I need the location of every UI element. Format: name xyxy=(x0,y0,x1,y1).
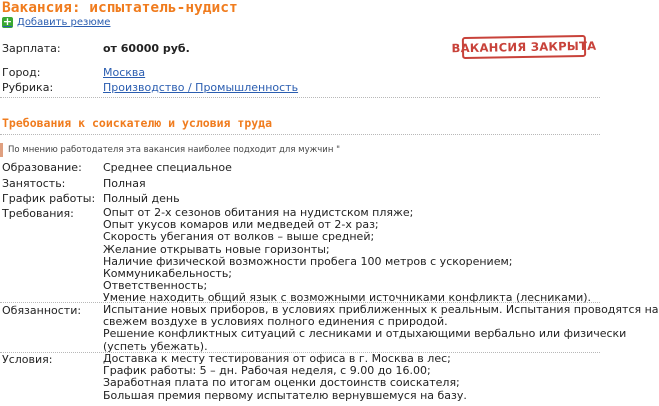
list-item: Испытание новых приборов, в условиях приближенных к реальным. Испытания проводятся на xyxy=(103,303,659,316)
stamp-text: ВАКАНСИЯ ЗАКРЫТА xyxy=(451,38,597,56)
list-item: Желание открывать новые горизонты; xyxy=(103,242,330,256)
duties-list xyxy=(103,304,659,353)
list-item: Большая премия первому испытателю вернувшемуся на базу. xyxy=(103,388,467,402)
conditions-list xyxy=(103,353,467,402)
education-value: Среднее специальное xyxy=(103,161,232,174)
list-item: График работы: 5 – дн. Рабочая неделя, с 9.00 до 16.00; xyxy=(103,364,431,378)
vacancy-title: Вакансия: испытатель-нудист xyxy=(2,0,238,16)
city-label: Город: xyxy=(2,66,41,79)
salary-value: от 60000 руб. xyxy=(103,42,190,55)
requirements-list xyxy=(103,207,591,305)
requirements-section-title: Требования к соискателю и условия труда xyxy=(2,116,273,130)
list-item: Заработная плата по итогам оценки достоинств соискателя; xyxy=(103,376,460,390)
list-item: Решение конфликтных ситуаций с лесниками и отдыхающими вербально или физически xyxy=(103,327,627,341)
conditions-label: Условия: xyxy=(2,353,53,366)
list-item: Скорость убегания от волков – выше средней; xyxy=(103,230,375,244)
list-item: Умение находить общий язык с возможными источниками конфликта (лесниками). xyxy=(103,291,592,305)
list-item: (успеть убежать). xyxy=(103,339,208,353)
add-resume-link[interactable] xyxy=(2,17,110,28)
add-resume-label: Добавить резюме xyxy=(17,17,111,28)
vacancy-closed-stamp xyxy=(451,35,597,59)
list-item: Ответственность; xyxy=(103,279,208,293)
list-item: Опыт укусов комаров или медведей от 2-х раз; xyxy=(103,218,379,232)
requirements-label: Требования: xyxy=(2,207,74,220)
rubric-link[interactable]: Производство / Промышленность xyxy=(103,81,299,94)
list-item: Опыт от 2-х сезонов обитания на нудистском пляже; xyxy=(103,206,414,219)
plus-icon: + xyxy=(2,15,13,28)
salary-label: Зарплата: xyxy=(2,42,61,55)
divider xyxy=(0,134,600,135)
city-link[interactable]: Москва xyxy=(103,66,146,79)
divider xyxy=(0,97,600,98)
schedule-label: График работы: xyxy=(2,192,96,205)
duties-label: Обязанности: xyxy=(2,304,82,317)
list-item: свежем воздухе в условиях полного единения с природой. xyxy=(103,315,448,329)
list-item: Наличие физической возможности пробега 100 метров с ускорением; xyxy=(103,254,513,268)
employment-label: Занятость: xyxy=(2,177,66,190)
gender-note: По мнению работодателя эта вакансия наиболее подходит для мужчин " xyxy=(0,143,368,157)
list-item: Доставка к месту тестирования от офиса в г. Москва в лес; xyxy=(103,352,451,365)
education-label: Образование: xyxy=(2,161,82,174)
rubric-label: Рубрика: xyxy=(2,81,54,94)
list-item: Коммуникабельность; xyxy=(103,267,233,281)
schedule-value: Полный день xyxy=(103,192,180,205)
employment-value: Полная xyxy=(103,177,146,190)
